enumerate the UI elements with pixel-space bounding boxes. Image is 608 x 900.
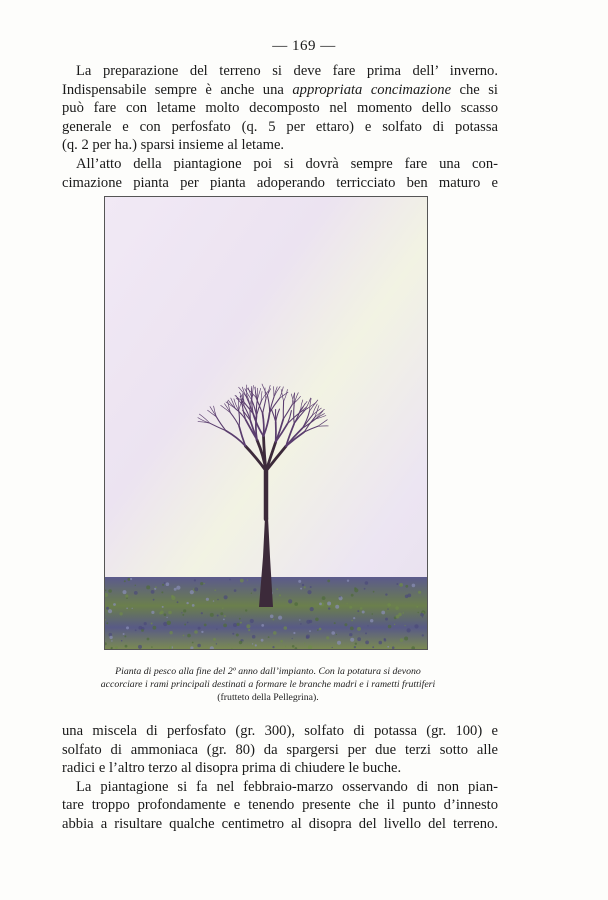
- ground-speck: [160, 611, 164, 615]
- ground-speck: [135, 585, 136, 586]
- text-line: può fare con letame molto decomposto nel momento dello scasso: [62, 100, 498, 117]
- ground-speck: [138, 626, 142, 630]
- ground-speck: [240, 579, 244, 583]
- ground-speck: [232, 633, 234, 635]
- ground-speck: [351, 620, 353, 622]
- ground-speck: [349, 606, 352, 609]
- ground-speck: [108, 609, 112, 613]
- ground-speck: [292, 638, 293, 639]
- ground-speck: [132, 608, 133, 609]
- text-line: cimazione pianta per pianta adoperando terricciato ben maturo e: [62, 174, 498, 191]
- ground-speck: [108, 589, 112, 593]
- ground-speck: [328, 607, 330, 609]
- ground-speck: [115, 646, 118, 649]
- ground-speck: [387, 646, 389, 648]
- ground-speck: [213, 638, 216, 641]
- ground-speck: [111, 640, 112, 641]
- ground-speck: [304, 586, 306, 588]
- ground-speck: [234, 589, 237, 592]
- ground-speck: [224, 615, 226, 617]
- ground-speck: [223, 624, 227, 628]
- ground-speck: [171, 595, 174, 598]
- ground-speck: [213, 600, 214, 601]
- ground-speck: [135, 629, 137, 631]
- ground-speck: [385, 593, 387, 595]
- ground-speck: [245, 609, 247, 611]
- ground-speck: [292, 645, 295, 648]
- ground-speck: [307, 590, 311, 594]
- ground-speck: [147, 638, 150, 641]
- paragraph-planting-time: [62, 778, 498, 834]
- ground-speck: [315, 618, 319, 622]
- ground-speck: [353, 617, 355, 619]
- ground-speck: [357, 627, 361, 631]
- ground-speck: [400, 638, 404, 642]
- ground-speck: [418, 591, 421, 594]
- ground-speck: [123, 590, 127, 594]
- ground-speck: [123, 633, 125, 635]
- ground-speck: [201, 612, 203, 614]
- text-line: abbia a risultare qualche centimetro al disopra del livello del terreno.: [62, 815, 498, 832]
- ground-speck: [309, 630, 311, 632]
- ground-speck: [250, 619, 254, 623]
- ground-speck: [422, 616, 423, 617]
- ground-speck: [194, 579, 196, 581]
- ground-speck: [229, 579, 231, 581]
- text-segment: che si: [451, 81, 498, 98]
- ground-speck: [372, 613, 374, 615]
- ground-speck: [217, 599, 219, 601]
- ground-speck: [126, 626, 129, 629]
- ground-speck: [279, 594, 281, 596]
- ground-speck: [190, 590, 194, 594]
- ground-speck: [405, 585, 408, 588]
- ground-speck: [298, 580, 301, 583]
- paragraph-planting-fertilization: [62, 155, 498, 192]
- ground-speck: [233, 623, 237, 627]
- ground-speck: [220, 612, 223, 615]
- ground-speck: [167, 621, 171, 625]
- ground-speck: [339, 596, 341, 598]
- ground-speck: [251, 593, 252, 594]
- ground-speck: [379, 641, 383, 645]
- text-line: La piantagione si fa nel febbraio-marzo osservando di non pian-: [76, 778, 498, 795]
- ground-speck: [360, 607, 363, 610]
- ground-speck: [197, 644, 201, 648]
- caption-italic-text: Pianta di pesco alla fine del 2º anno dall’impianto. Con la potatura si devono accorciare i rami principali destinati a formare le branche madri e i rametti fruttiferi: [100, 666, 436, 690]
- caption-source: (frutteto della Pellegrina).: [217, 692, 319, 703]
- ground-speck: [347, 603, 348, 604]
- text-line: radici e l’altro terzo al disopra prima di chiudere le buche.: [62, 760, 402, 777]
- text-line: All’atto della piantagione poi si dovrà sempre fare una con-: [76, 155, 498, 172]
- ground-speck: [192, 642, 194, 644]
- ground-speck: [300, 623, 302, 625]
- ground-speck: [217, 615, 219, 617]
- ground-speck: [365, 632, 367, 634]
- ground-speck: [166, 582, 170, 586]
- ground-speck: [414, 624, 418, 628]
- ground-speck: [319, 628, 322, 631]
- peach-tree-photograph: [104, 196, 428, 650]
- ground-speck: [223, 619, 225, 621]
- ground-speck: [164, 613, 167, 616]
- text-line: generale e con perfosfato (q. 5 per ettaro) e solfato di potassa: [62, 118, 498, 135]
- ground-speck: [252, 635, 256, 639]
- ground-speck: [332, 647, 333, 648]
- ground-speck: [177, 601, 179, 603]
- ground-speck: [138, 645, 142, 649]
- ground-speck: [187, 622, 189, 624]
- ground-speck: [365, 581, 369, 585]
- ground-speck: [302, 584, 304, 586]
- ground-speck: [183, 609, 186, 612]
- ground-speck: [394, 624, 395, 625]
- ground-speck: [176, 586, 180, 590]
- ground-speck: [370, 619, 373, 622]
- ground-speck: [334, 622, 336, 624]
- ground-speck: [255, 644, 257, 646]
- ground-speck: [222, 607, 224, 609]
- ground-speck: [355, 643, 357, 645]
- ground-speck: [216, 628, 217, 629]
- ground-speck: [407, 594, 411, 598]
- ground-speck: [350, 638, 354, 642]
- ground-speck: [398, 613, 402, 617]
- top-text-block: [62, 62, 498, 192]
- ground-speck: [294, 602, 298, 606]
- ground-speck: [418, 612, 419, 613]
- text-line: [62, 81, 498, 100]
- ground-speck: [402, 612, 404, 614]
- ground-speck: [362, 611, 365, 614]
- ground-speck: [168, 611, 172, 615]
- ground-speck: [372, 646, 374, 648]
- ground-speck: [399, 583, 403, 587]
- ground-speck: [351, 594, 354, 597]
- ground-speck: [350, 627, 354, 631]
- ground-speck: [106, 622, 108, 624]
- ground-speck: [151, 646, 152, 647]
- ground-speck: [246, 624, 250, 628]
- figure-caption: [100, 665, 436, 704]
- ground-speck: [270, 615, 274, 619]
- ground-speck: [252, 643, 253, 644]
- ground-speck: [242, 641, 243, 642]
- ground-speck: [200, 582, 203, 585]
- ground-speck: [153, 626, 157, 630]
- ground-speck: [272, 646, 274, 648]
- ground-speck: [239, 618, 241, 620]
- text-line: La preparazione del terreno si deve fare prima dell’ inverno.: [76, 63, 498, 79]
- tree-branch: [294, 405, 295, 424]
- ground-speck: [261, 639, 264, 642]
- ground-speck: [387, 603, 391, 607]
- ground-speck: [204, 624, 207, 627]
- ground-speck: [121, 640, 123, 642]
- ground-speck: [144, 622, 147, 625]
- ground-speck: [162, 606, 164, 608]
- ground-speck: [161, 591, 163, 593]
- ground-speck: [228, 644, 229, 645]
- paragraph-soil-preparation: [62, 62, 498, 155]
- ground-speck: [247, 579, 248, 580]
- ground-speck: [216, 643, 217, 644]
- ground-speck: [239, 641, 242, 644]
- ground-speck: [407, 628, 411, 632]
- ground-speck: [162, 584, 164, 586]
- ground-speck: [416, 606, 418, 608]
- ground-speck: [306, 635, 310, 639]
- ground-speck: [273, 631, 277, 635]
- ground-speck: [237, 623, 240, 626]
- ground-speck: [293, 632, 295, 634]
- ground-speck: [373, 591, 375, 593]
- ground-speck: [310, 586, 312, 588]
- ground-speck: [206, 598, 209, 601]
- ground-speck: [125, 645, 128, 648]
- ground-speck: [337, 641, 341, 645]
- ground-speck: [276, 588, 278, 590]
- text-line: (q. 2 per ha.) sparsi insieme al letame.: [62, 137, 285, 154]
- ground-speck: [187, 634, 191, 638]
- ground-speck: [357, 610, 359, 612]
- ground-speck: [194, 630, 198, 634]
- ground-speck: [300, 588, 302, 590]
- ground-speck: [204, 583, 205, 584]
- ground-speck: [186, 602, 188, 604]
- ground-speck: [405, 625, 406, 626]
- ground-speck: [240, 622, 242, 624]
- bottom-text-block: [62, 722, 498, 834]
- text-line: tare troppo profondamente e tenendo presente che il punto d’innesto: [62, 797, 498, 814]
- text-line: una miscela di perfosfato (gr. 300), solfato di potassa (gr. 100) e: [62, 723, 498, 739]
- ground-speck: [412, 584, 416, 588]
- ground-speck: [214, 589, 216, 591]
- ground-speck: [349, 633, 352, 636]
- ground-speck: [181, 612, 182, 613]
- tree-illustration: [105, 197, 427, 649]
- ground-speck: [174, 588, 177, 591]
- ground-speck: [253, 588, 256, 591]
- ground-speck: [194, 587, 198, 591]
- ground-speck: [322, 596, 326, 600]
- ground-speck: [130, 578, 132, 580]
- ground-speck: [261, 624, 264, 627]
- ground-speck: [119, 612, 122, 615]
- ground-speck: [310, 607, 314, 611]
- ground-speck: [326, 636, 329, 639]
- ground-speck: [285, 646, 287, 648]
- ground-speck: [106, 607, 109, 610]
- ground-speck: [420, 613, 424, 617]
- text-line: solfato di ammoniaca (gr. 80) da spargersi per due terzi sotto alle: [62, 741, 498, 758]
- ground-speck: [384, 638, 386, 640]
- ground-speck: [327, 602, 331, 606]
- ground-speck: [304, 643, 305, 644]
- paragraph-fertilizer-mix: [62, 722, 498, 778]
- ground-speck: [169, 646, 172, 649]
- ground-speck: [134, 591, 138, 595]
- ground-speck: [126, 608, 128, 610]
- ground-speck: [299, 619, 300, 620]
- ground-speck: [336, 634, 337, 635]
- ground-speck: [306, 620, 310, 624]
- ground-speck: [184, 624, 186, 626]
- ground-speck: [124, 580, 126, 582]
- ground-speck: [153, 599, 155, 601]
- ground-speck: [357, 637, 361, 641]
- ground-speck: [317, 629, 319, 631]
- ground-speck: [109, 636, 112, 639]
- ground-speck: [319, 603, 322, 606]
- ground-speck: [198, 627, 201, 630]
- ground-speck: [354, 646, 356, 648]
- ground-speck: [387, 608, 388, 609]
- ground-speck: [192, 604, 195, 607]
- ground-speck: [236, 634, 239, 637]
- text-segment: Indispensabile sempre è anche una: [62, 81, 293, 98]
- ground-speck: [280, 640, 283, 643]
- ground-speck: [327, 580, 330, 583]
- ground-speck: [248, 629, 250, 631]
- ground-speck: [404, 637, 408, 641]
- page-number: — 169 —: [272, 38, 336, 54]
- ground-speck: [385, 618, 388, 621]
- ground-speck: [113, 603, 116, 606]
- ground-speck: [367, 625, 368, 626]
- ground-speck: [395, 606, 399, 610]
- ground-speck: [141, 629, 144, 632]
- ground-speck: [364, 588, 366, 590]
- ground-speck: [392, 646, 395, 649]
- ground-speck: [124, 635, 126, 637]
- ground-speck: [335, 605, 339, 609]
- ground-speck: [388, 625, 392, 629]
- ground-speck: [201, 631, 203, 633]
- ground-speck: [166, 617, 167, 618]
- ground-speck: [331, 631, 335, 635]
- ground-speck: [284, 626, 288, 630]
- emphasized-term: appropriata concimazione: [292, 81, 452, 98]
- ground-speck: [347, 580, 349, 582]
- ground-speck: [127, 578, 130, 581]
- ground-speck: [210, 613, 214, 617]
- ground-speck: [381, 611, 385, 615]
- ground-speck: [151, 590, 155, 594]
- ground-speck: [183, 635, 185, 637]
- ground-speck: [224, 595, 228, 599]
- ground-speck: [365, 641, 369, 645]
- ground-speck: [268, 636, 270, 638]
- ground-speck: [146, 585, 150, 589]
- ground-speck: [155, 586, 157, 588]
- ground-speck: [125, 594, 128, 597]
- ground-speck: [182, 614, 184, 616]
- ground-speck: [151, 623, 153, 625]
- ground-speck: [396, 583, 398, 585]
- ground-speck: [278, 616, 282, 620]
- ground-speck: [344, 623, 347, 626]
- ground-speck: [151, 611, 154, 614]
- ground-speck: [169, 631, 172, 634]
- ground-speck: [273, 619, 275, 621]
- ground-speck: [422, 634, 424, 636]
- ground-speck: [354, 588, 358, 592]
- ground-speck: [164, 582, 166, 584]
- ground-speck: [288, 599, 292, 603]
